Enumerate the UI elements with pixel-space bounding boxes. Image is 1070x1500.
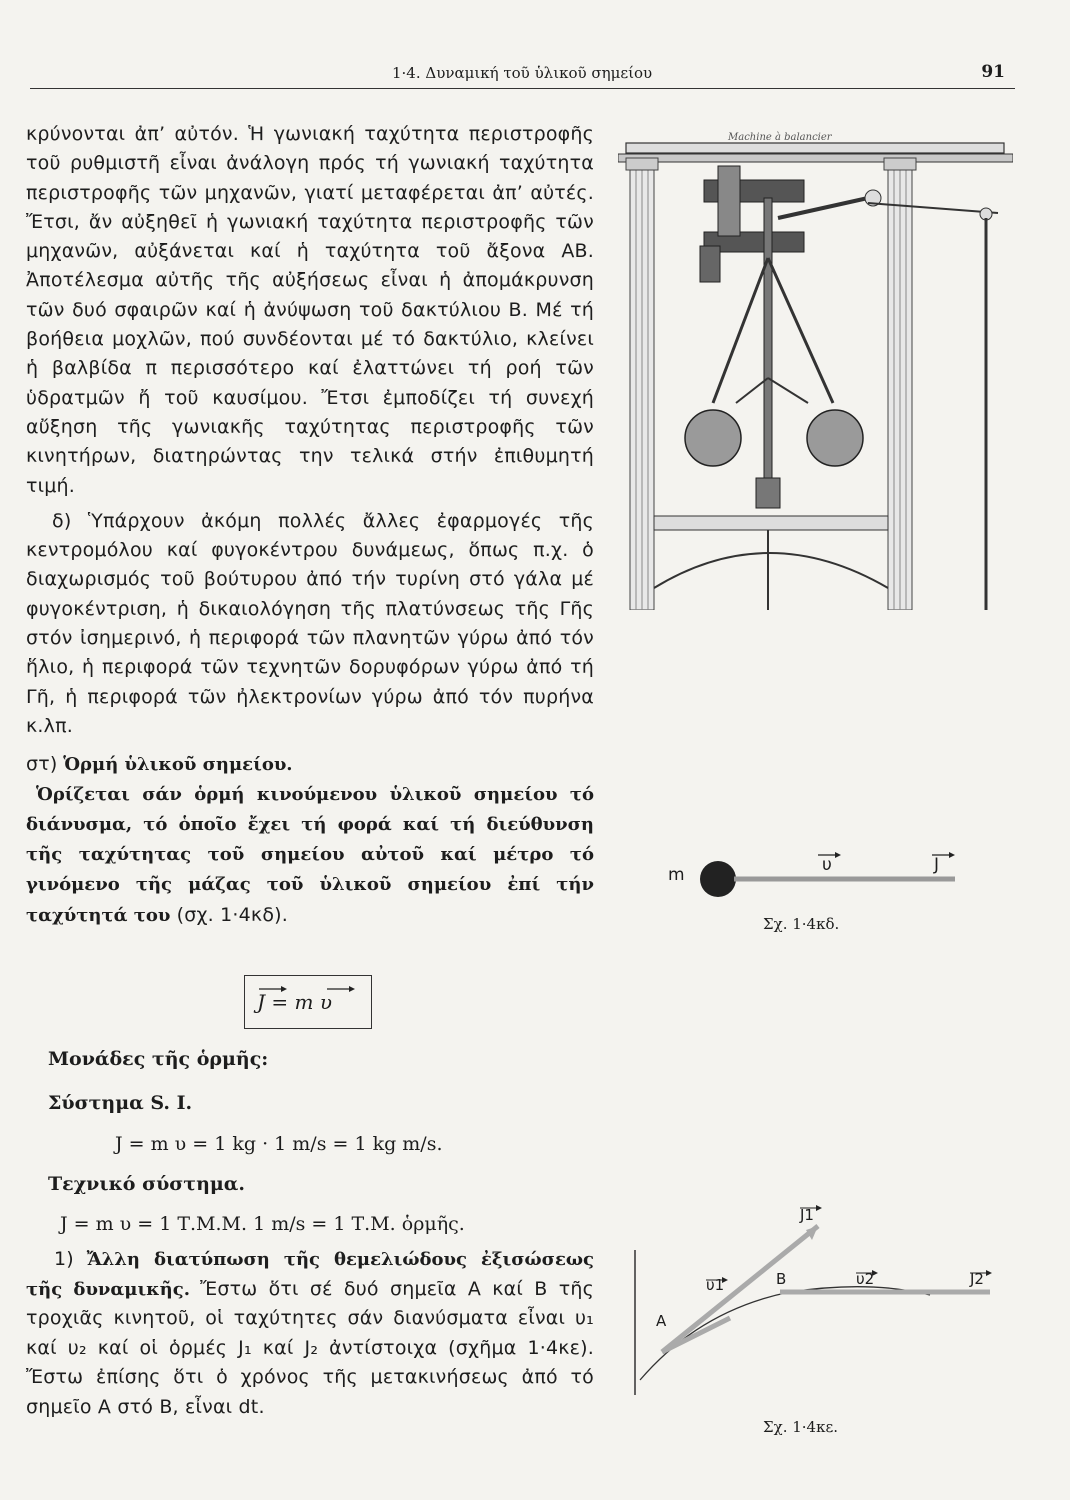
text-column — [26, 120, 594, 931]
running-title: 1·4. Δυναμική τοῦ ὑλικοῦ σημείου — [392, 64, 653, 82]
momentum-label: J — [934, 855, 940, 875]
section-1-label: 1) — [54, 1248, 74, 1270]
page-header — [30, 58, 1015, 89]
momentum-definition — [26, 780, 594, 931]
j1-label: J1 — [800, 1206, 814, 1224]
v2-label: υ2 — [856, 1270, 875, 1288]
momentum-formula-box — [244, 975, 372, 1029]
section-st-label: στ) — [26, 753, 58, 776]
si-formula: J = m υ = 1 kg · 1 m/s = 1 kg m/s. — [115, 1133, 443, 1155]
paragraph-applications: δ) Ὑπάρχουν ἀκόμη πολλές ἄλλες ἐφαρμογές τῆς κεντρομόλου καί φυγοκέντρου δυνάμεως, ὅπως π.χ. ὁ διαχωρισμός τοῦ βούτυρου ἀπό τήν τυρίνη στό γάλα μέ φυγοκέντριση, ἡ δικαιολόγηση τῆς πλατύνσεως τῆς Γῆς στόν ἰσημερινό, ἡ περιφορά τῶν πλανητῶν γύρω ἀπό τόν ἥλιο, ἡ περιφορά τῶν τεχνητῶν δορυφόρων γύρω ἀπό τή Γῆ, ἡ περιφορά τῶν ἠλεκτρονίων γύρω ἀπό τόν πυρήνα κ.λπ. — [26, 509, 594, 737]
section-st-title: Ὁρμή ὑλικοῦ σημείου. — [63, 754, 293, 776]
section-1-text: Ἔστω ὅτι σέ δυό σημεῖα Α καί Β τῆς τροχιᾶς κινητοῦ, οἱ ταχύτητες σάν διανύσματα εἶναι υ₁ καί υ₂ καί οἱ ὁρμές J₁ καί J₂ ἀντίστοιχα (σχῆμα 1·4κε). Ἔστω ἐπίσης ὅτι ὁ χρόνος τῆς μετακινήσεως ἀπό τό σημεῖο Α στό Β, εἶναι dt. — [26, 1277, 595, 1418]
section-1-title: Ἄλλη διατύπωση τῆς θεμελιώδους ἐξισώσεως τῆς δυναμικῆς. — [26, 1249, 594, 1300]
governor-drawing — [618, 118, 1013, 610]
figure-ke-drawing — [630, 1200, 1010, 1400]
section-1 — [26, 1245, 594, 1422]
paragraph-governor: κρύνονται ἀπ’ αὐτόν. Ἡ γωνιακή ταχύτητα περιστροφῆς τοῦ ρυθμιστῆ εἶναι ἀνάλογη πρός τή γωνιακή ταχύτητα περιστροφῆς τῶν μηχανῶν, γιατί μεταφέρεται ἀπ’ αὐτές. Ἔτσι, ἄν αὐξηθεῖ ἡ γωνιακή ταχύτητα περιστροφῆς τῶν μηχανῶν, αὐξάνεται καί ἡ ταχύτητα τοῦ ἄξονα ΑΒ. Ἀποτέλεσμα αὐτῆς τῆς αὐξήσεως εἶναι ἡ ἀπομάκρυνση τῶν δυό σφαιρῶν καί ἡ ἀνύψωση τοῦ δακτύλιου Β. Μέ τή βοήθεια μοχλῶν, πού συνδέονται μέ τό δακτύλιο, κλείνει ἡ βαλβίδα π περισσότερο καί ἐλαττώνει τή ροή τῶν ὑδρατμῶν ἤ τοῦ καυσίμου. Ἔτσι ἐμποδίζει τή συνεχή αὔξηση τῆς γωνιακῆς ταχύτητας περιστροφῆς τῶν κινητήρων, διατηρώντας την τελικά στήν ἐπιθυμητή τιμή. — [26, 123, 594, 497]
technical-heading: Τεχνικό σύστημα. — [48, 1173, 246, 1195]
definition-text: Ὁρίζεται σάν ὁρμή κινούμενου ὑλικοῦ σημείου τό διάνυσμα, τό ὁποῖο ἔχει τή φορά καί τή διεύθυνση τῆς ταχύτητας τοῦ σημείου αὐτοῦ καί μέτρο τό γινόμενο τῆς μάζας τοῦ ὑλικοῦ σημείου ἐπί τήν ταχύτητά του — [26, 784, 594, 927]
momentum-formula: J = m υ — [257, 990, 332, 1014]
figure-kd-caption: Σχ. 1·4κδ. — [763, 915, 840, 933]
point-b-label: B — [776, 1270, 787, 1288]
figure-kd-drawing — [660, 845, 980, 925]
definition-ref: (σχ. 1·4κδ). — [176, 904, 289, 927]
figure-kd — [660, 845, 980, 925]
point-a-label: A — [656, 1312, 667, 1330]
velocity-label: υ — [822, 855, 832, 875]
technical-formula: J = m υ = 1 Τ.Μ.Μ. 1 m/s = 1 Τ.Μ. ὁρμῆς. — [60, 1213, 465, 1235]
mass-point — [700, 861, 736, 897]
governor-caption-top: Machine à balancier — [728, 132, 832, 143]
j1-line — [662, 1226, 818, 1352]
v1-label: υ1 — [706, 1276, 725, 1294]
section-st-heading — [26, 749, 594, 780]
governor-figure — [618, 118, 1013, 610]
mass-label: m — [668, 865, 685, 885]
units-heading: Μονάδες τῆς ὁρμῆς: — [48, 1048, 269, 1070]
si-heading: Σύστημα S. I. — [48, 1092, 193, 1114]
page-number: 91 — [981, 62, 1005, 82]
figure-ke-caption: Σχ. 1·4κε. — [763, 1418, 838, 1436]
figure-ke — [630, 1200, 1010, 1400]
j2-label: J2 — [970, 1270, 984, 1288]
